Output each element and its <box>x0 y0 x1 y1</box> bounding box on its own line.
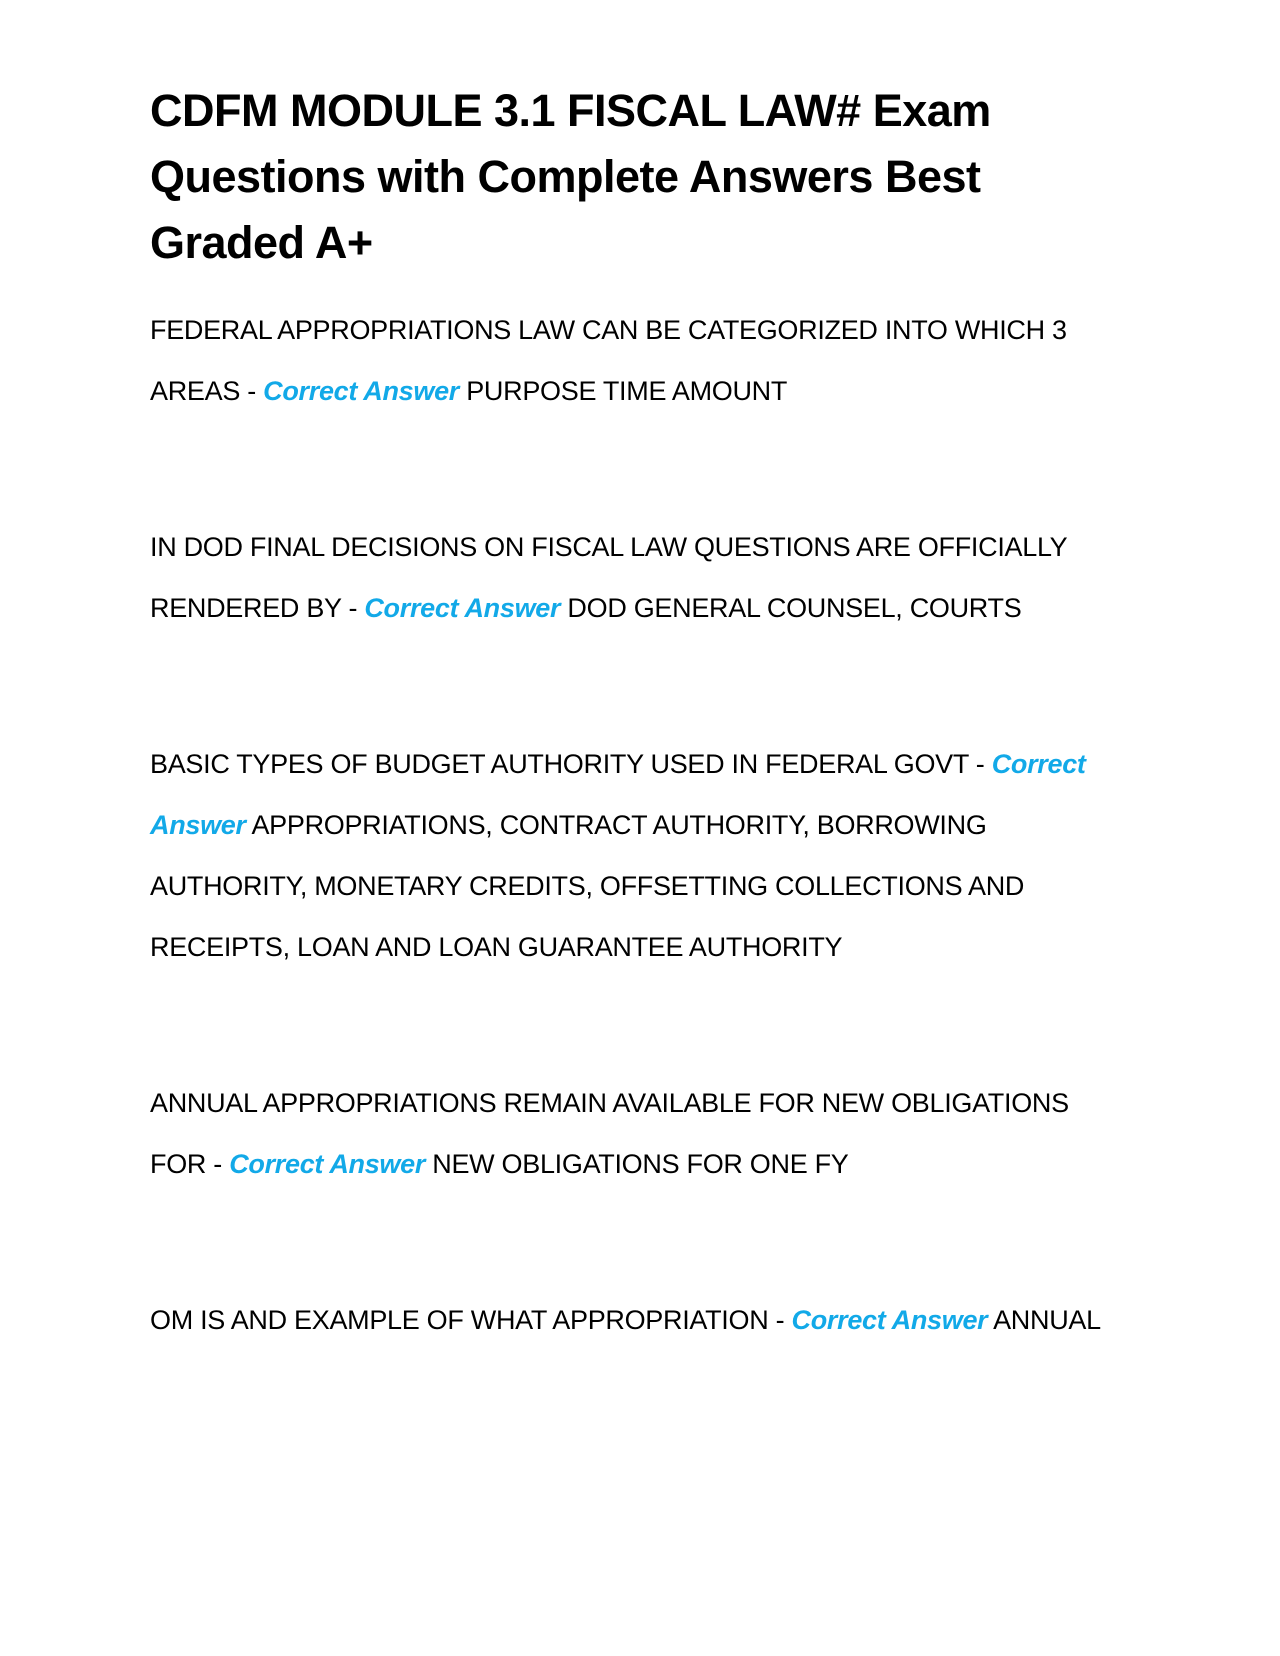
qa-item <box>150 734 1130 978</box>
correct-answer-label: Correct Answer <box>229 1149 426 1179</box>
question-text: IN DOD FINAL DECISIONS ON FISCAL LAW QUESTIONS ARE OFFICIALLY RENDERED BY - <box>150 532 1067 623</box>
correct-answer-label: Correct Answer <box>791 1305 988 1335</box>
answer-text: ANNUAL <box>987 1305 1101 1335</box>
answer-text: APPROPRIATIONS, CONTRACT AUTHORITY, BORROWING AUTHORITY, MONETARY CREDITS, OFFSETTING COLLECTIONS AND RECEIPTS, LOAN AND LOAN GUARANTEE AUTHORITY <box>150 810 1025 962</box>
correct-answer-label: Correct Answer <box>364 593 561 623</box>
correct-answer-label: Correct Answer <box>263 376 460 406</box>
answer-text: DOD GENERAL COUNSEL, COURTS <box>560 593 1022 623</box>
answer-text: PURPOSE TIME AMOUNT <box>459 376 788 406</box>
qa-item <box>150 300 1130 422</box>
question-text: OM IS AND EXAMPLE OF WHAT APPROPRIATION - <box>150 1305 792 1335</box>
qa-item <box>150 1073 1130 1195</box>
question-text: BASIC TYPES OF BUDGET AUTHORITY USED IN FEDERAL GOVT - <box>150 749 992 779</box>
document-title: CDFM MODULE 3.1 FISCAL LAW# Exam Questions with Complete Answers Best Graded A+ <box>150 85 991 268</box>
qa-item <box>150 1290 1130 1351</box>
answer-text: NEW OBLIGATIONS FOR ONE FY <box>425 1149 849 1179</box>
document-page <box>150 78 1130 1351</box>
correct-answer-label: Correct Answer <box>150 749 1086 840</box>
question-text: FEDERAL APPROPRIATIONS LAW CAN BE CATEGORIZED INTO WHICH 3 AREAS - <box>150 315 1067 406</box>
qa-item <box>150 517 1130 639</box>
question-text: ANNUAL APPROPRIATIONS REMAIN AVAILABLE FOR NEW OBLIGATIONS FOR - <box>150 1088 1069 1179</box>
